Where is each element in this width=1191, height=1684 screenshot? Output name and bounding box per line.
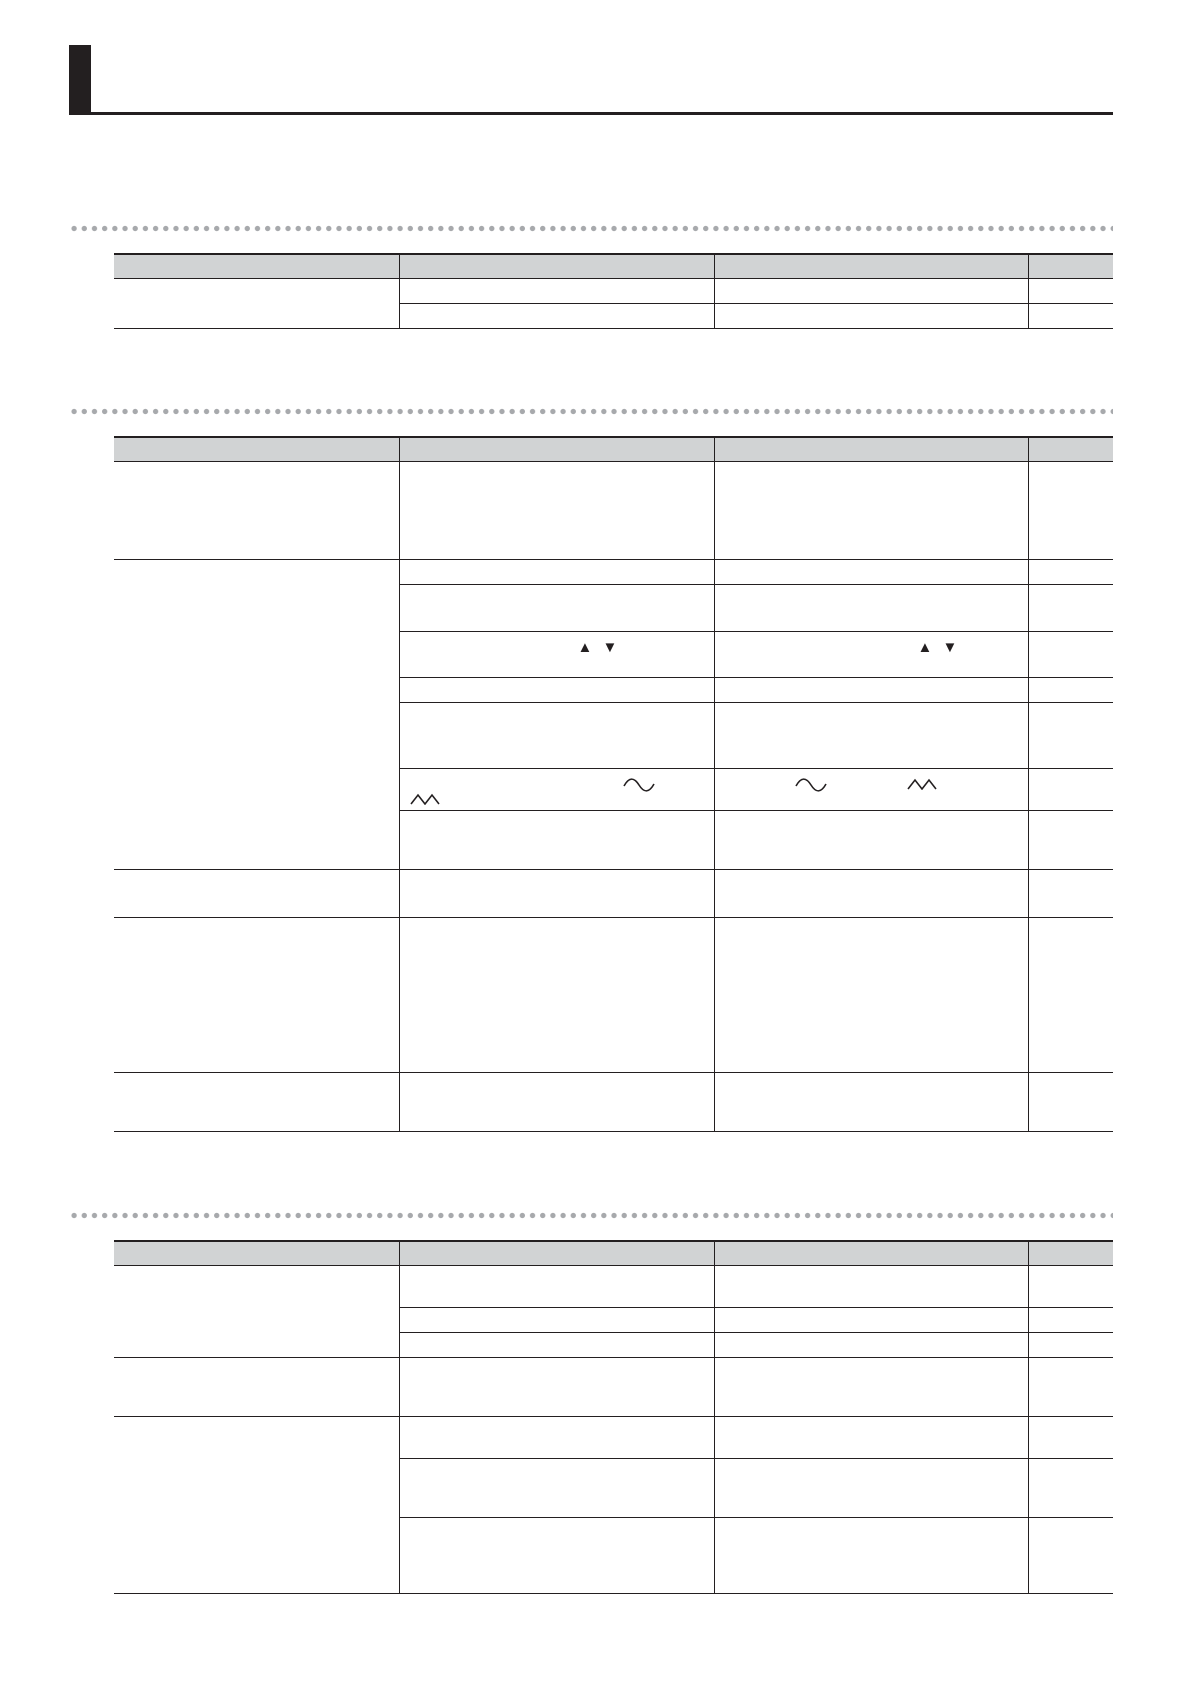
table-cell [714,1308,1028,1333]
table-header-row [114,1241,1113,1266]
table-cell [399,1308,714,1333]
table-cell [714,1518,1028,1594]
table-cell [714,1073,1028,1132]
up-arrow-icon: ▲ [577,639,593,656]
table-cell [714,560,1028,585]
header-cell [714,437,1028,462]
table-cell [714,1266,1028,1308]
header-cell [114,1241,399,1266]
table-cell [714,769,1028,811]
table-cell [399,918,714,1073]
table-cell [399,1333,714,1358]
table-cell [1028,1459,1113,1518]
table-cell [714,585,1028,632]
item-cell [114,918,399,1073]
table-cell [399,678,714,703]
item-cell [114,279,399,329]
table-header-row [114,254,1113,279]
table-cell [714,703,1028,769]
table-cell [399,462,714,560]
table-cell [714,1333,1028,1358]
table-cell [714,870,1028,918]
table-cell [1028,811,1113,870]
section-2-dotted-divider [69,408,1113,415]
header-cell [714,1241,1028,1266]
triangle-wave-icon [410,793,440,805]
table-cell [399,632,714,678]
table-cell [1028,304,1113,329]
table-cell [1028,1266,1113,1308]
table-cell [1028,632,1113,678]
table-cell [399,585,714,632]
table-row [114,462,1113,560]
table-cell [714,918,1028,1073]
item-cell [114,560,399,870]
table-cell [399,1266,714,1308]
item-cell [114,462,399,560]
down-arrow-icon: ▼ [942,639,958,656]
table-row [114,560,1113,585]
table-cell [714,1358,1028,1417]
table-cell [1028,1333,1113,1358]
item-cell [114,1358,399,1417]
table-cell [399,1358,714,1417]
table-cell [714,678,1028,703]
table-cell [1028,585,1113,632]
item-cell [114,870,399,918]
section-3-dotted-divider [69,1212,1113,1219]
table-row [114,918,1113,1073]
table-cell [399,304,714,329]
sine-wave-icon [623,778,655,792]
header-cell [114,254,399,279]
header-cell [399,437,714,462]
item-cell [114,1073,399,1132]
table-cell [399,560,714,585]
table-cell [399,279,714,304]
chapter-title-block [69,45,91,115]
table-row [114,279,1113,304]
header-cell [399,1241,714,1266]
table-header-row [114,437,1113,462]
table-cell [714,811,1028,870]
table-cell [714,279,1028,304]
header-cell [1028,254,1113,279]
header-cell [1028,1241,1113,1266]
table-row [114,870,1113,918]
table-cell [1028,1308,1113,1333]
table-row [114,1417,1113,1459]
triangle-wave-icon [907,778,937,790]
table-cell [714,1459,1028,1518]
table-cell [714,1417,1028,1459]
table-cell [399,1518,714,1594]
table-cell [399,1073,714,1132]
down-arrow-icon: ▼ [602,639,618,656]
table-cell [1028,560,1113,585]
chapter-title-rule [69,112,1113,115]
section-3-table [114,1240,1113,1594]
table-cell [1028,918,1113,1073]
item-cell [114,1266,399,1358]
table-cell [714,462,1028,560]
table-cell [1028,1518,1113,1594]
table-row [114,1358,1113,1417]
table-cell [714,632,1028,678]
table-row [114,1266,1113,1308]
table-cell [1028,870,1113,918]
table-cell [1028,1358,1113,1417]
table-row [114,1073,1113,1132]
sine-wave-icon [795,778,827,792]
table-cell [399,703,714,769]
table-cell [714,304,1028,329]
table-cell [399,870,714,918]
table-cell [1028,1073,1113,1132]
table-cell [1028,462,1113,560]
item-cell [114,1417,399,1594]
table-cell [1028,279,1113,304]
table-cell [1028,678,1113,703]
table-cell [1028,703,1113,769]
header-cell [1028,437,1113,462]
table-cell [1028,769,1113,811]
section-2-table [114,436,1113,1132]
table-cell [399,769,714,811]
table-cell [1028,1417,1113,1459]
header-cell [399,254,714,279]
up-arrow-icon: ▲ [917,639,933,656]
header-cell [114,437,399,462]
section-1-dotted-divider [69,225,1113,232]
header-cell [714,254,1028,279]
table-cell [399,1459,714,1518]
table-cell [399,1417,714,1459]
table-cell [399,811,714,870]
section-1-table [114,253,1113,329]
